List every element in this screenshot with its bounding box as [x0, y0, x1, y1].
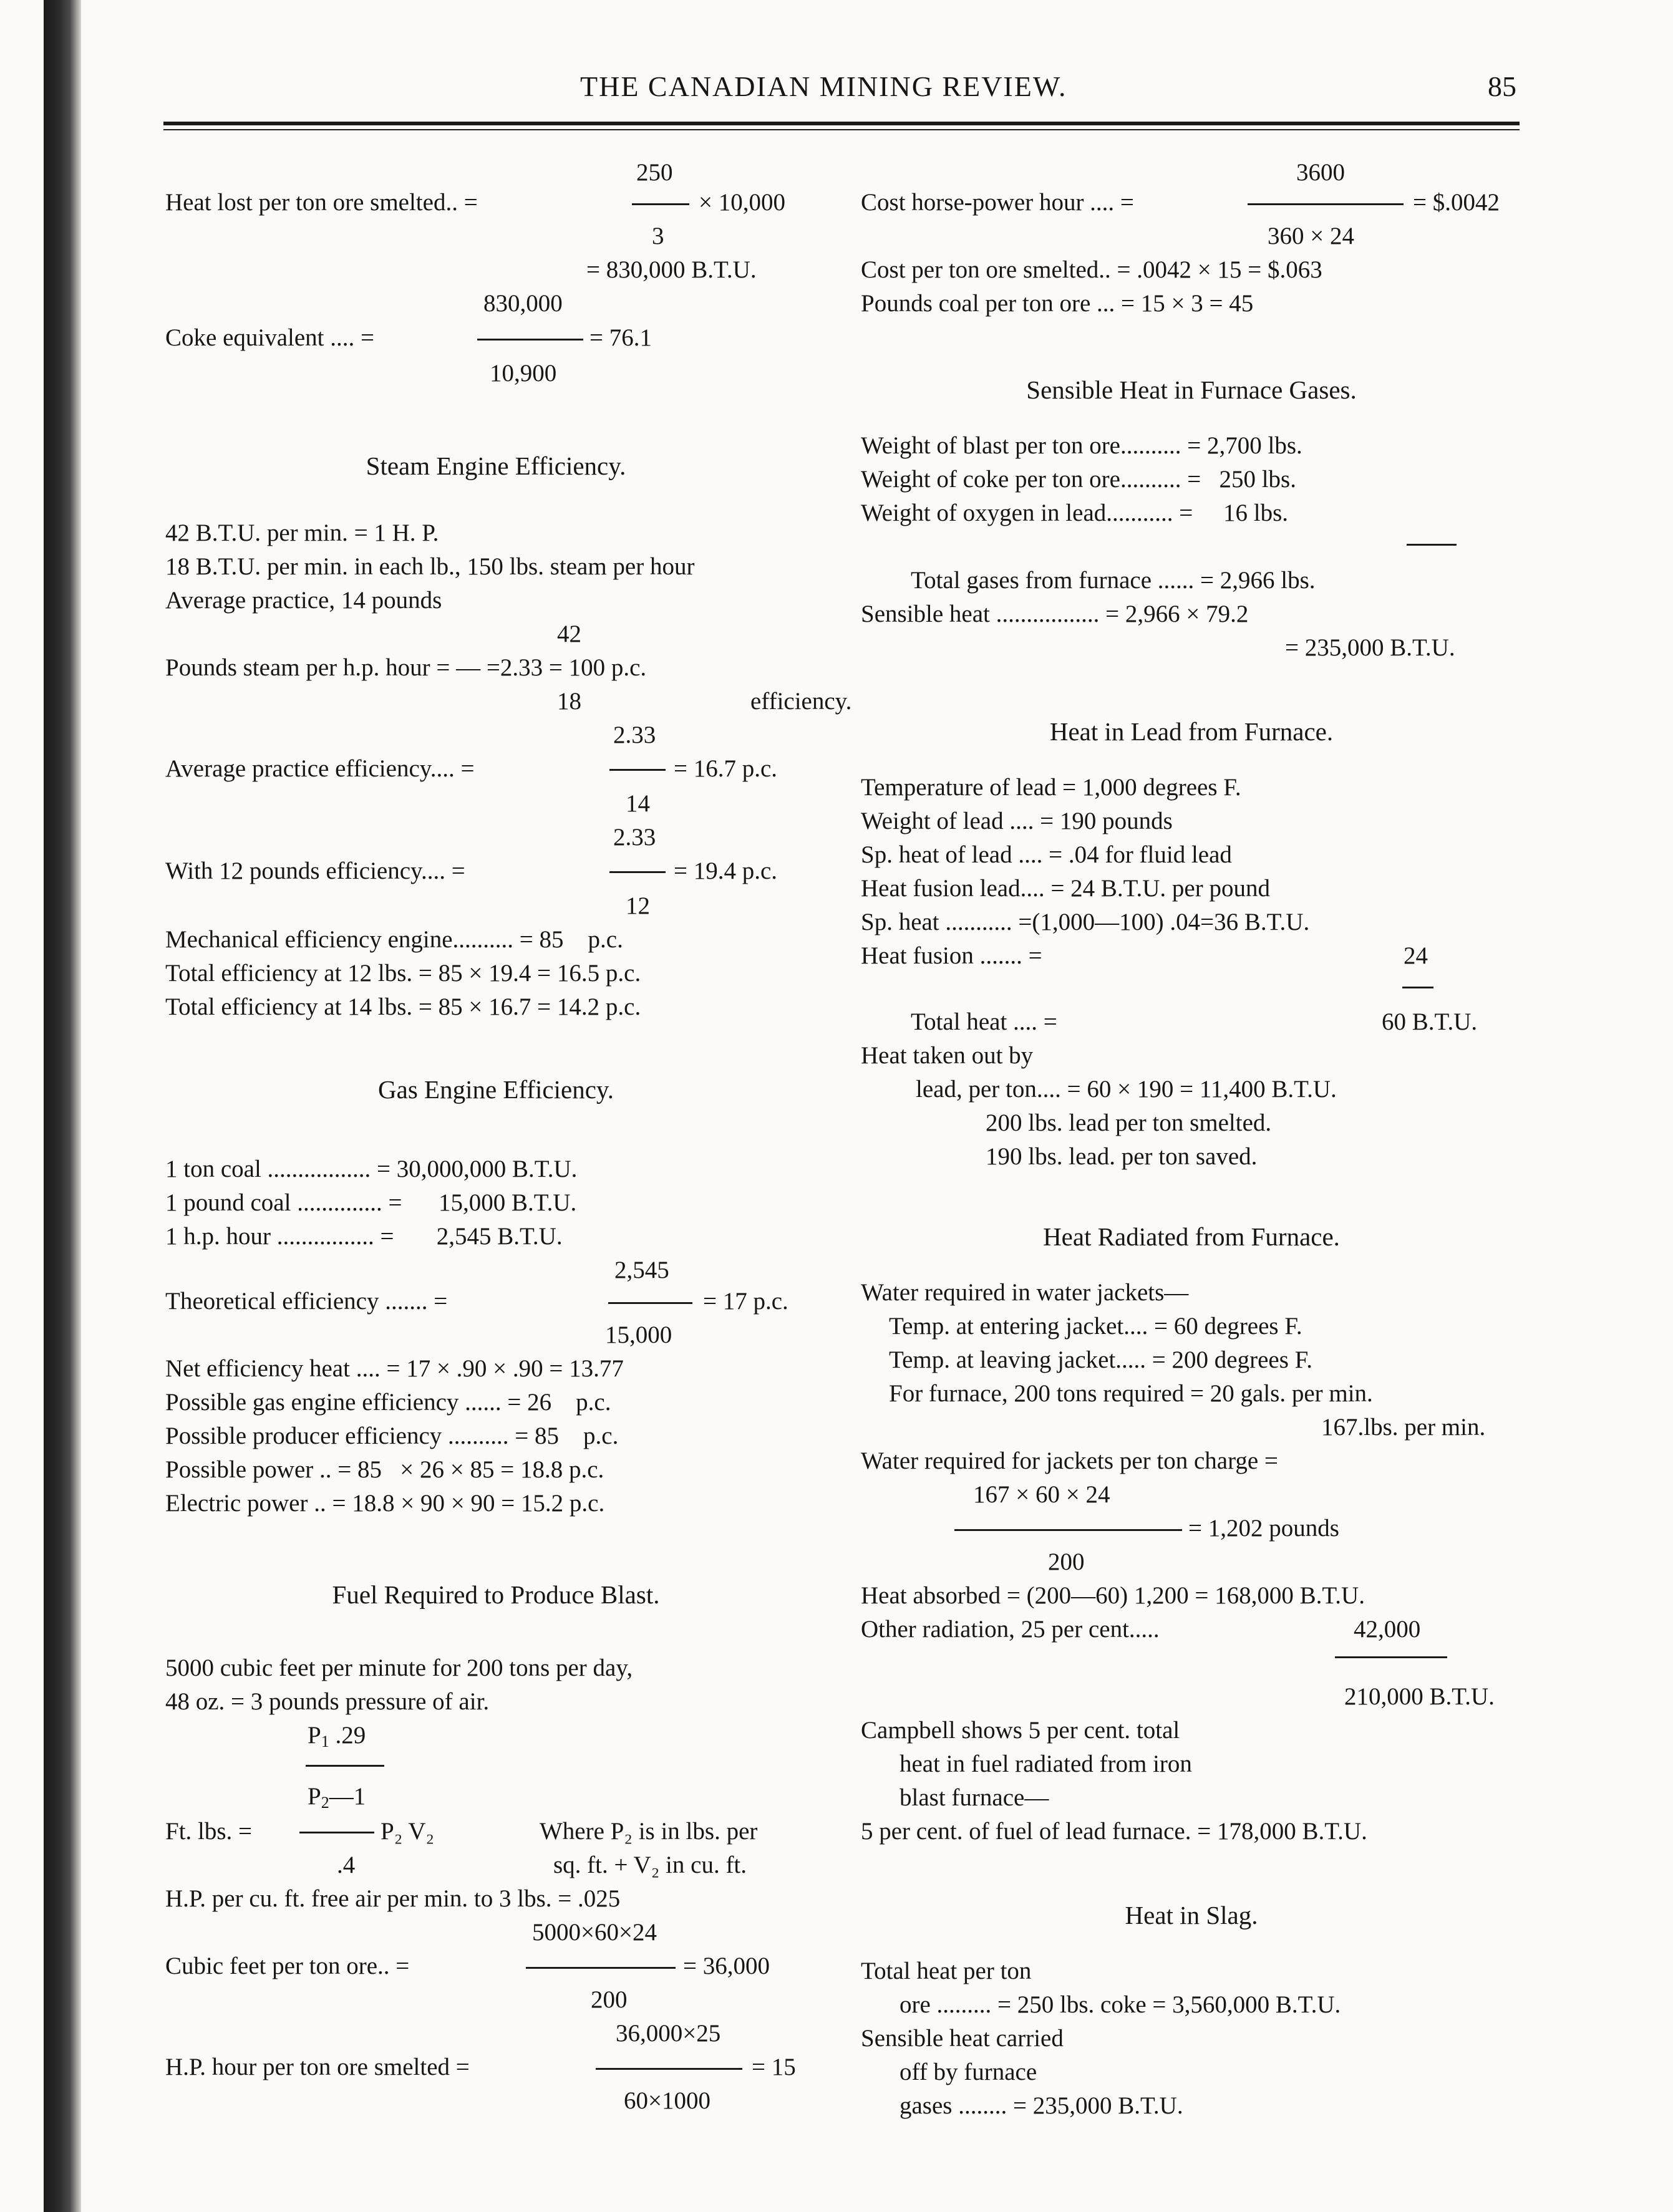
sensible-heading: Sensible Heat in Furnace Gases.: [1026, 375, 1357, 404]
fraction-bar: [632, 203, 689, 205]
gas-line: 1 pound coal .............. = 15,000 B.T.U.: [165, 1189, 577, 1216]
lead-line: Temperature of lead = 1,000 degrees F.: [861, 774, 1241, 801]
pounds-steam-denominator: 18: [557, 688, 581, 715]
radiated-heading: Heat Radiated from Furnace.: [1043, 1222, 1340, 1251]
heat-lost-numerator: 250: [636, 159, 673, 186]
water-numerator: 167 × 60 × 24: [973, 1481, 1110, 1508]
lead-line: Weight of lead .... = 190 pounds: [861, 808, 1173, 834]
avg-label: Average practice efficiency.... =: [165, 755, 475, 782]
cubic-numerator: 5000×60×24: [532, 1919, 657, 1946]
twelve-numerator: 2.33: [613, 824, 656, 851]
cost-hp-label: Cost horse-power hour .... =: [861, 189, 1134, 216]
lead-total: 190 lbs. lead. per ton saved.: [986, 1143, 1258, 1170]
hp-hour-denominator: 60×1000: [624, 2087, 710, 2114]
cost-hp-numerator: 3600: [1296, 159, 1345, 186]
sensible-line: Weight of blast per ton ore.......... = 2,700 lbs.: [861, 432, 1302, 459]
theoretical-label: Theoretical efficiency ....... =: [165, 1288, 448, 1315]
lead-line: Sp. heat of lead .... = .04 for fluid lead: [861, 841, 1232, 868]
slag-heading: Heat in Slag.: [1125, 1901, 1258, 1929]
page-header: [0, 70, 1673, 113]
theoretical-rhs: = 17 p.c.: [703, 1288, 788, 1315]
ftlbs-p1: $P_1$ .29: [308, 1722, 366, 1751]
sum-rule: [1407, 544, 1457, 546]
lead-line: 24: [1404, 942, 1428, 969]
sensible-line: Weight of oxygen in lead........... = 16 lbs.: [861, 500, 1289, 526]
steam-total: Total efficiency at 12 lbs. = 85 × 19.4 = 16.5 p.c.: [165, 960, 641, 987]
ftlbs-pv: P₂ V₂: [381, 1818, 435, 1845]
hp-hour-label: H.P. hour per ton ore smelted =: [165, 2054, 470, 2080]
pounds-steam-label: Pounds steam per h.p. hour = — =2.33 = 100 p.c.: [165, 654, 647, 681]
sum-rule: [1402, 987, 1433, 988]
radiated-line: 167.lbs. per min.: [1321, 1414, 1486, 1441]
lead-total: lead, per ton.... = 60 × 190 = 11,400 B.T.U.: [916, 1076, 1337, 1103]
gas-total: Possible power .. = 85 × 26 × 85 = 18.8 p.c.: [165, 1456, 604, 1483]
fraction-bar: [306, 1765, 384, 1767]
radiated-line: For furnace, 200 tons required = 20 gals. per min.: [889, 1380, 1373, 1407]
fuel-line: 5000 cubic feet per minute for 200 tons per day,: [165, 1654, 633, 1681]
slag-line: off by furnace: [900, 2059, 1037, 2085]
fraction-bar: [608, 1302, 692, 1304]
fuel-line: 48 oz. = 3 pounds pressure of air.: [165, 1688, 490, 1715]
avg-rhs: = 16.7 p.c.: [674, 755, 778, 782]
pounds-steam-numerator: 42: [557, 621, 581, 647]
theoretical-numerator: 2,545: [614, 1257, 669, 1283]
campbell-line: 5 per cent. of fuel of lead furnace. = 178,000 B.T.U.: [861, 1818, 1367, 1845]
steam-heading: Steam Engine Efficiency.: [366, 452, 626, 480]
page-number: 85: [1488, 70, 1516, 102]
sensible-line: Weight of coke per ton ore.......... = 250 lbs.: [861, 466, 1296, 493]
heat-lost-result: = 830,000 B.T.U.: [586, 256, 757, 283]
heat-lost-rhs: × 10,000: [699, 189, 785, 216]
hp-hour-rhs: = 15: [752, 2054, 796, 2080]
slag-line: Sensible heat carried: [861, 2025, 1064, 2052]
fraction-bar: [526, 1967, 676, 1969]
fraction-bar: [299, 1832, 374, 1833]
gas-total: Possible producer efficiency .......... = 85 p.c.: [165, 1422, 619, 1449]
absorbed-line: 210,000 B.T.U.: [1344, 1683, 1495, 1710]
steam-total: Mechanical efficiency engine.......... = 85 p.c.: [165, 926, 623, 953]
lead-total: Total heat .... =: [911, 1008, 1057, 1035]
binding-edge: [44, 0, 81, 2212]
coke-denominator: 10,900: [490, 360, 557, 387]
ftlbs-label: Ft. lbs. =: [165, 1818, 253, 1845]
ftlbs-denominator: .4: [337, 1852, 356, 1878]
steam-line: 18 B.T.U. per min. in each lb., 150 lbs. steam per hour: [165, 553, 695, 580]
coke-label: Coke equivalent .... =: [165, 324, 375, 351]
gas-line: 1 ton coal ................. = 30,000,000 B.T.U.: [165, 1156, 578, 1182]
twelve-denominator: 12: [626, 892, 650, 919]
fraction-bar: [954, 1529, 1182, 1531]
heat-lost-label: Heat lost per ton ore smelted.. =: [165, 189, 478, 216]
ftlbs-where: sq. ft. + V₂ in cu. ft.: [553, 1852, 747, 1878]
campbell-line: Campbell shows 5 per cent. total: [861, 1717, 1180, 1744]
cost-line: Cost per ton ore smelted.. = .0042 × 15 = $.063: [861, 256, 1322, 283]
hp-hour-numerator: 36,000×25: [616, 2020, 721, 2047]
lead-total: Heat taken out by: [861, 1042, 1034, 1069]
running-title: THE CANADIAN MINING REVIEW.: [580, 70, 1067, 102]
cost-hp-rhs: = $.0042: [1413, 189, 1500, 216]
radiated-line: Water required for jackets per ton charge =: [861, 1447, 1278, 1474]
header-rule-thick: [163, 122, 1520, 125]
radiated-line: Water required in water jackets—: [861, 1279, 1189, 1306]
water-rhs: = 1,202 pounds: [1188, 1515, 1339, 1542]
twelve-rhs: = 19.4 p.c.: [674, 857, 778, 884]
sensible-total: Sensible heat ................. = 2,966 × 79.2: [861, 601, 1249, 627]
steam-line: 42 B.T.U. per min. = 1 H. P.: [165, 519, 439, 546]
gas-total: Possible gas engine efficiency ...... = 26 p.c.: [165, 1389, 611, 1416]
gas-heading: Gas Engine Efficiency.: [378, 1075, 614, 1104]
coke-rhs: = 76.1: [589, 324, 652, 351]
slag-line: ore ......... = 250 lbs. coke = 3,560,000 B.T.U.: [900, 1991, 1341, 2018]
lead-total: 200 lbs. lead per ton smelted.: [986, 1109, 1272, 1136]
fraction-bar: [596, 2068, 742, 2070]
fraction-bar: [609, 769, 666, 771]
fraction-bar: [477, 339, 583, 340]
campbell-line: heat in fuel radiated from iron: [900, 1751, 1192, 1777]
heat-lost-denominator: 3: [652, 223, 664, 249]
lead-line: Heat fusion lead.... = 24 B.T.U. per pound: [861, 875, 1270, 902]
steam-total: Total efficiency at 14 lbs. = 85 × 16.7 = 14.2 p.c.: [165, 993, 641, 1020]
absorbed-line: 42,000: [1354, 1616, 1421, 1643]
fraction-bar: [609, 871, 666, 873]
absorbed-line: Heat absorbed = (200—60) 1,200 = 168,000 B.T.U.: [861, 1582, 1365, 1609]
theoretical-denominator: 15,000: [605, 1321, 672, 1348]
radiated-line: Temp. at entering jacket.... = 60 degrees F.: [889, 1313, 1302, 1340]
sensible-total: Total gases from furnace ...... = 2,966 lbs.: [911, 567, 1316, 594]
lead-heading: Heat in Lead from Furnace.: [1049, 717, 1334, 746]
lead-line: Sp. heat ........... =(1,000—100) .04=36 B.T.U.: [861, 909, 1310, 935]
lead-total: 60 B.T.U.: [1382, 1008, 1478, 1035]
sensible-total: = 235,000 B.T.U.: [1285, 634, 1455, 661]
lead-line: Heat fusion ....... =: [861, 942, 1042, 969]
slag-line: gases ........ = 235,000 B.T.U.: [900, 2092, 1183, 2119]
ftlbs-where: Where P₂ is in lbs. per: [540, 1818, 758, 1845]
gas-total: Electric power .. = 18.8 × 90 × 90 = 15.2 p.c.: [165, 1490, 605, 1517]
cubic-denominator: 200: [591, 1986, 628, 2013]
cubic-rhs: = 36,000: [683, 1953, 770, 1979]
avg-numerator: 2.33: [613, 722, 656, 748]
cost-hp-denominator: 360 × 24: [1268, 223, 1354, 249]
cost-line: Pounds coal per ton ore ... = 15 × 3 = 45: [861, 290, 1254, 317]
fraction-bar: [1248, 203, 1404, 205]
gas-total: Net efficiency heat .... = 17 × .90 × .90 = 13.77: [165, 1355, 624, 1382]
pounds-steam-tail: efficiency.: [750, 688, 852, 715]
campbell-line: blast furnace—: [900, 1784, 1049, 1811]
slag-line: Total heat per ton: [861, 1958, 1032, 1984]
water-denominator: 200: [1048, 1548, 1085, 1575]
fuel-heading: Fuel Required to Produce Blast.: [332, 1580, 660, 1609]
ftlbs-p2: $P_2—1$: [308, 1783, 366, 1812]
gas-line: 1 h.p. hour ................ = 2,545 B.T.U.: [165, 1223, 563, 1250]
twelve-label: With 12 pounds efficiency.... =: [165, 857, 465, 884]
radiated-line: Temp. at leaving jacket..... = 200 degrees F.: [889, 1346, 1312, 1373]
sum-rule: [1335, 1656, 1447, 1658]
hp-per-cu-ft: H.P. per cu. ft. free air per min. to 3 lbs. = .025: [165, 1885, 621, 1912]
cubic-label: Cubic feet per ton ore.. =: [165, 1953, 410, 1979]
steam-line: Average practice, 14 pounds: [165, 587, 442, 614]
absorbed-line: Other radiation, 25 per cent.....: [861, 1616, 1160, 1643]
header-rule-thin: [163, 129, 1520, 130]
avg-denominator: 14: [626, 790, 650, 817]
coke-numerator: 830,000: [483, 290, 563, 317]
